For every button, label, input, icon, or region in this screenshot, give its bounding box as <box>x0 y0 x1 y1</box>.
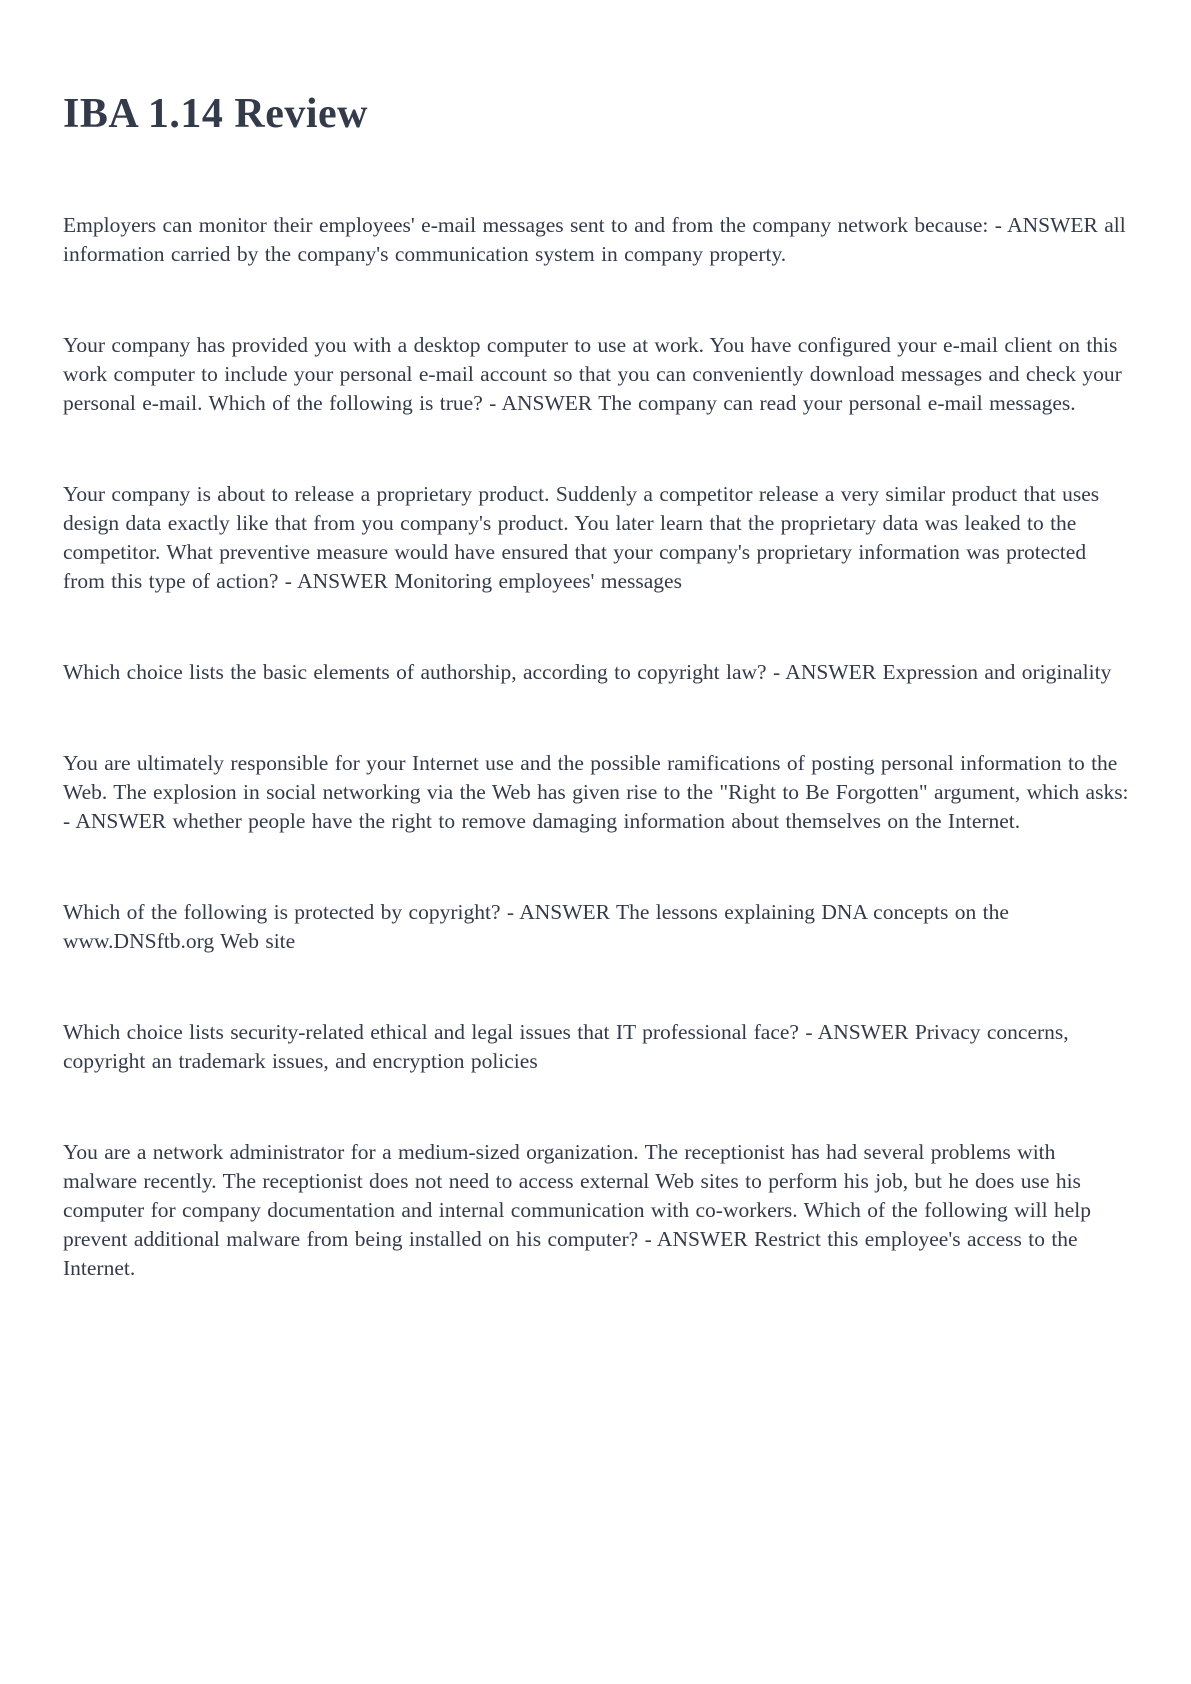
page-title: IBA 1.14 Review <box>63 91 368 137</box>
qa-paragraph-7: Which choice lists security-related ethical and legal issues that IT professional face? - ANSWER Privacy concerns, copyright an trademark issues, and encryption policies <box>63 1020 1069 1073</box>
qa-paragraph-4: Which choice lists the basic elements of authorship, according to copyright law? - ANSWER Expression and originality <box>63 660 1112 684</box>
qa-paragraph-1: Employers can monitor their employees' e-mail messages sent to and from the company network because: - ANSWER all information carried by the company's communication system in company property. <box>63 213 1126 266</box>
qa-paragraph-8: You are a network administrator for a medium-sized organization. The receptionist has had several problems with malware recently. The receptionist does not need to access external Web sites to perform his job, but he does use his computer for company documentation and internal communication with co-workers. Which of the following will help prevent additional malware from being installed on his computer? - ANSWER Restrict this employee's access to the Internet. <box>63 1140 1092 1280</box>
qa-paragraph-2: Your company has provided you with a desktop computer to use at work. You have configured your e-mail client on this work computer to include your personal e-mail account so that you can conveniently download messages and check your personal e-mail. Which of the following is true? - ANSWER The company can read your personal e-mail messages. <box>63 333 1122 415</box>
qa-paragraph-5: You are ultimately responsible for your Internet use and the possible ramifications of posting personal information to the Web. The explosion in social networking via the Web has given rise to the "Right to Be Forgotten" argument, which asks: - ANSWER whether people have the right to remove damaging information about themselves on the Internet. <box>63 751 1129 833</box>
qa-paragraph-6: Which of the following is protected by copyright? - ANSWER The lessons explaining DNA concepts on the www.DNSftb.org Web site <box>63 900 1009 953</box>
qa-paragraph-3: Your company is about to release a proprietary product. Suddenly a competitor release a very similar product that uses design data exactly like that from you company's product. You later learn that the proprietary data was leaked to the competitor. What preventive measure would have ensured that your company's proprietary information was protected from this type of action? - ANSWER Monitoring employees' messages <box>63 482 1100 593</box>
